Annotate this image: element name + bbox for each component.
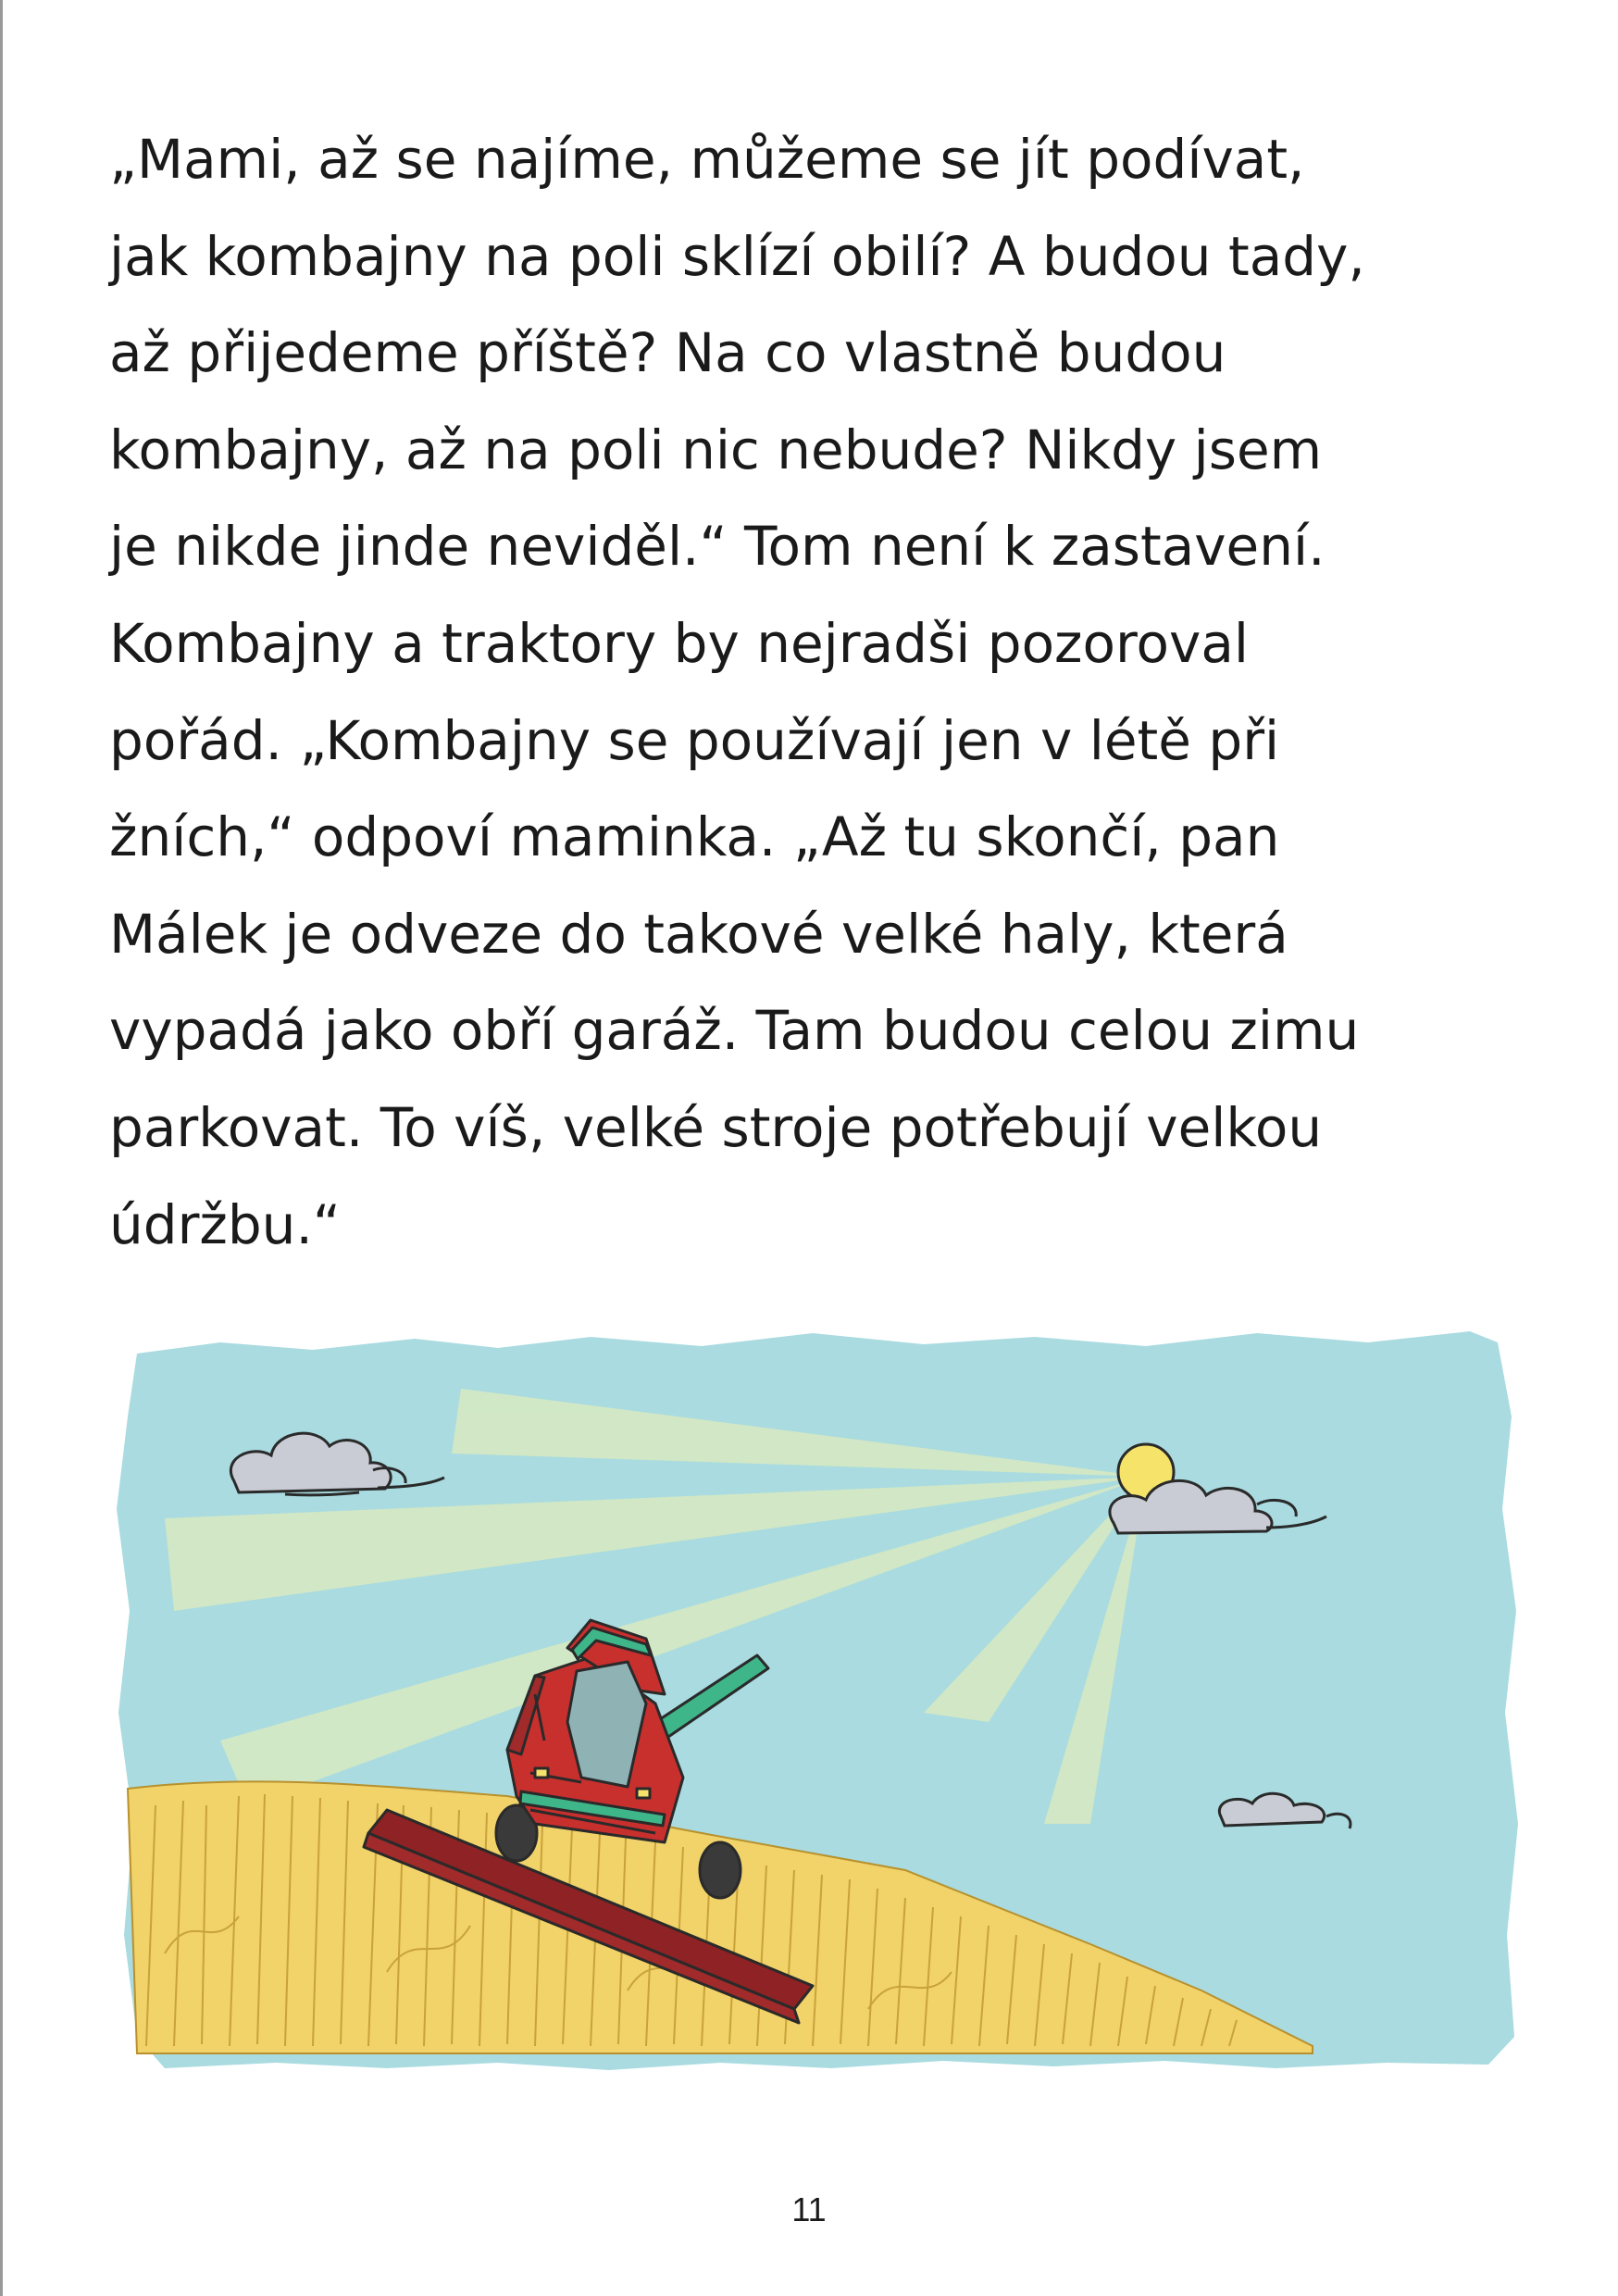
story-line: parkovat. To víš, velké stroje potřebují velkou — [109, 1095, 1323, 1159]
story-line: údržbu.“ — [109, 1192, 341, 1256]
story-line: pořád. „Kombajny se používají jen v létě při — [109, 708, 1280, 772]
story-line: Málek je odveze do takové velké haly, která — [109, 902, 1288, 966]
story-line: kombajny, až na poli nic nebude? Nikdy jsem — [109, 418, 1323, 481]
page-number: 11 — [791, 2190, 827, 2228]
page-edge — [0, 0, 3, 2296]
story-line: Kombajny a traktory by nejradši pozoroval — [109, 611, 1250, 675]
story-line: až přijedeme příště? Na co vlastně budou — [109, 321, 1226, 385]
story-line: je nikde jinde neviděl.“ Tom není k zastavení. — [109, 515, 1326, 579]
story-line: „Mami, až se najíme, můžeme se jít podívat, — [109, 128, 1305, 191]
story-line: vypadá jako obří garáž. Tam budou celou zimu — [109, 999, 1360, 1063]
harvest-illustration — [109, 1305, 1525, 2092]
story-text — [109, 111, 1553, 1273]
story-line: žních,“ odpoví maminka. „Až tu skončí, pan — [109, 805, 1280, 869]
story-line: jak kombajny na poli sklízí obilí? A budou tady, — [109, 224, 1365, 288]
